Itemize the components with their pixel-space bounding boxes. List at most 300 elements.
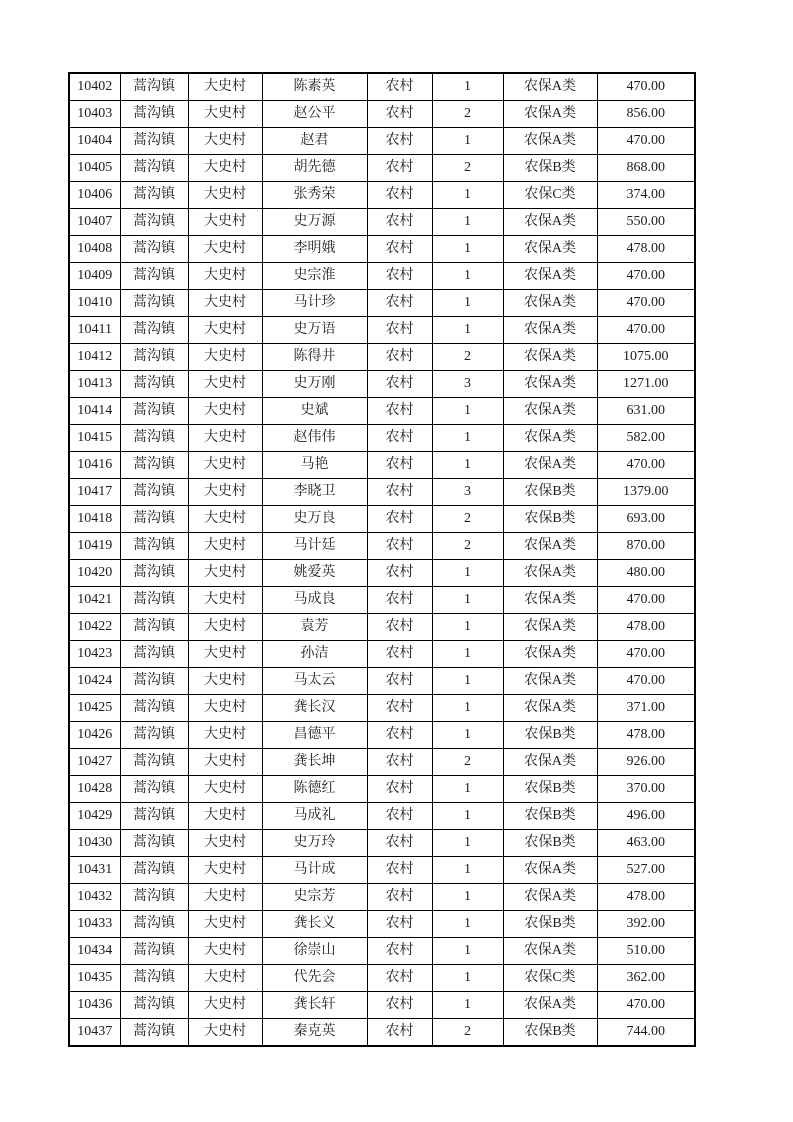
- cell-residence-type: 农村: [367, 479, 432, 506]
- table-row: [69, 695, 695, 722]
- cell-serial-number: 10417: [69, 479, 120, 506]
- cell-person-count: 1: [432, 668, 503, 695]
- cell-person-count: 1: [432, 425, 503, 452]
- cell-village: 大史村: [188, 938, 262, 965]
- cell-amount: 1075.00: [597, 344, 695, 371]
- cell-village: 大史村: [188, 776, 262, 803]
- cell-amount: 470.00: [597, 668, 695, 695]
- table-row: [69, 749, 695, 776]
- cell-village: 大史村: [188, 1019, 262, 1047]
- cell-person-count: 1: [432, 938, 503, 965]
- cell-insurance-category: 农保B类: [503, 1019, 597, 1047]
- cell-residence-type: 农村: [367, 641, 432, 668]
- cell-insurance-category: 农保A类: [503, 533, 597, 560]
- cell-person-count: 1: [432, 128, 503, 155]
- cell-insurance-category: 农保B类: [503, 506, 597, 533]
- table-row: [69, 506, 695, 533]
- cell-town: 蒿沟镇: [120, 830, 188, 857]
- cell-village: 大史村: [188, 73, 262, 101]
- cell-person-count: 1: [432, 236, 503, 263]
- cell-village: 大史村: [188, 317, 262, 344]
- cell-person-name: 孙洁: [262, 641, 367, 668]
- cell-person-name: 赵公平: [262, 101, 367, 128]
- cell-person-count: 1: [432, 857, 503, 884]
- cell-village: 大史村: [188, 533, 262, 560]
- cell-person-count: 1: [432, 317, 503, 344]
- cell-insurance-category: 农保A类: [503, 425, 597, 452]
- cell-serial-number: 10422: [69, 614, 120, 641]
- table-row: [69, 722, 695, 749]
- cell-insurance-category: 农保B类: [503, 911, 597, 938]
- cell-town: 蒿沟镇: [120, 776, 188, 803]
- cell-village: 大史村: [188, 236, 262, 263]
- cell-village: 大史村: [188, 128, 262, 155]
- cell-person-name: 马成良: [262, 587, 367, 614]
- cell-insurance-category: 农保A类: [503, 398, 597, 425]
- cell-amount: 1379.00: [597, 479, 695, 506]
- cell-residence-type: 农村: [367, 965, 432, 992]
- cell-person-count: 1: [432, 884, 503, 911]
- cell-village: 大史村: [188, 668, 262, 695]
- cell-amount: 478.00: [597, 236, 695, 263]
- cell-serial-number: 10407: [69, 209, 120, 236]
- cell-residence-type: 农村: [367, 344, 432, 371]
- cell-person-count: 1: [432, 587, 503, 614]
- cell-town: 蒿沟镇: [120, 236, 188, 263]
- cell-residence-type: 农村: [367, 587, 432, 614]
- cell-serial-number: 10418: [69, 506, 120, 533]
- cell-amount: 510.00: [597, 938, 695, 965]
- cell-insurance-category: 农保A类: [503, 128, 597, 155]
- cell-amount: 1271.00: [597, 371, 695, 398]
- cell-person-count: 1: [432, 722, 503, 749]
- cell-village: 大史村: [188, 803, 262, 830]
- cell-residence-type: 农村: [367, 209, 432, 236]
- cell-serial-number: 10402: [69, 73, 120, 101]
- cell-town: 蒿沟镇: [120, 73, 188, 101]
- cell-town: 蒿沟镇: [120, 101, 188, 128]
- cell-town: 蒿沟镇: [120, 884, 188, 911]
- cell-person-name: 姚爱英: [262, 560, 367, 587]
- table-row: [69, 668, 695, 695]
- cell-residence-type: 农村: [367, 128, 432, 155]
- cell-residence-type: 农村: [367, 614, 432, 641]
- table-row: [69, 128, 695, 155]
- cell-town: 蒿沟镇: [120, 587, 188, 614]
- cell-person-count: 1: [432, 209, 503, 236]
- cell-person-count: 1: [432, 803, 503, 830]
- cell-village: 大史村: [188, 209, 262, 236]
- table-row: [69, 209, 695, 236]
- cell-village: 大史村: [188, 911, 262, 938]
- cell-serial-number: 10428: [69, 776, 120, 803]
- cell-village: 大史村: [188, 884, 262, 911]
- cell-village: 大史村: [188, 695, 262, 722]
- cell-village: 大史村: [188, 182, 262, 209]
- cell-person-name: 李晓卫: [262, 479, 367, 506]
- cell-village: 大史村: [188, 857, 262, 884]
- cell-residence-type: 农村: [367, 290, 432, 317]
- cell-residence-type: 农村: [367, 668, 432, 695]
- cell-person-count: 1: [432, 182, 503, 209]
- cell-person-name: 袁芳: [262, 614, 367, 641]
- cell-person-count: 3: [432, 371, 503, 398]
- cell-insurance-category: 农保A类: [503, 587, 597, 614]
- cell-serial-number: 10423: [69, 641, 120, 668]
- cell-person-name: 马太云: [262, 668, 367, 695]
- cell-person-name: 史万玲: [262, 830, 367, 857]
- cell-person-name: 史斌: [262, 398, 367, 425]
- cell-insurance-category: 农保A类: [503, 668, 597, 695]
- cell-serial-number: 10429: [69, 803, 120, 830]
- cell-insurance-category: 农保A类: [503, 344, 597, 371]
- cell-person-count: 1: [432, 911, 503, 938]
- cell-serial-number: 10408: [69, 236, 120, 263]
- cell-amount: 374.00: [597, 182, 695, 209]
- cell-insurance-category: 农保B类: [503, 155, 597, 182]
- table-row: [69, 1019, 695, 1047]
- cell-town: 蒿沟镇: [120, 560, 188, 587]
- cell-person-name: 赵伟伟: [262, 425, 367, 452]
- cell-town: 蒿沟镇: [120, 506, 188, 533]
- table-row: [69, 263, 695, 290]
- cell-person-count: 1: [432, 614, 503, 641]
- cell-person-name: 胡先德: [262, 155, 367, 182]
- cell-insurance-category: 农保A类: [503, 695, 597, 722]
- cell-town: 蒿沟镇: [120, 641, 188, 668]
- cell-amount: 392.00: [597, 911, 695, 938]
- cell-person-count: 1: [432, 263, 503, 290]
- table-row: [69, 911, 695, 938]
- cell-insurance-category: 农保A类: [503, 290, 597, 317]
- cell-serial-number: 10434: [69, 938, 120, 965]
- cell-person-name: 史万良: [262, 506, 367, 533]
- cell-town: 蒿沟镇: [120, 722, 188, 749]
- cell-town: 蒿沟镇: [120, 155, 188, 182]
- cell-serial-number: 10405: [69, 155, 120, 182]
- cell-amount: 470.00: [597, 452, 695, 479]
- cell-amount: 470.00: [597, 128, 695, 155]
- cell-serial-number: 10411: [69, 317, 120, 344]
- cell-serial-number: 10409: [69, 263, 120, 290]
- table-row: [69, 830, 695, 857]
- cell-amount: 470.00: [597, 317, 695, 344]
- cell-amount: 470.00: [597, 263, 695, 290]
- cell-person-count: 1: [432, 398, 503, 425]
- cell-village: 大史村: [188, 587, 262, 614]
- cell-insurance-category: 农保C类: [503, 182, 597, 209]
- cell-town: 蒿沟镇: [120, 803, 188, 830]
- insurance-records-table: [68, 72, 696, 1047]
- cell-serial-number: 10419: [69, 533, 120, 560]
- cell-person-name: 陈得井: [262, 344, 367, 371]
- cell-residence-type: 农村: [367, 722, 432, 749]
- cell-village: 大史村: [188, 614, 262, 641]
- cell-insurance-category: 农保A类: [503, 73, 597, 101]
- cell-town: 蒿沟镇: [120, 911, 188, 938]
- cell-residence-type: 农村: [367, 506, 432, 533]
- cell-town: 蒿沟镇: [120, 344, 188, 371]
- cell-person-name: 张秀荣: [262, 182, 367, 209]
- cell-town: 蒿沟镇: [120, 290, 188, 317]
- cell-residence-type: 农村: [367, 236, 432, 263]
- cell-insurance-category: 农保B类: [503, 722, 597, 749]
- cell-serial-number: 10416: [69, 452, 120, 479]
- cell-person-name: 龚长坤: [262, 749, 367, 776]
- cell-insurance-category: 农保B类: [503, 776, 597, 803]
- table-row: [69, 614, 695, 641]
- cell-residence-type: 农村: [367, 884, 432, 911]
- table-row: [69, 803, 695, 830]
- cell-amount: 370.00: [597, 776, 695, 803]
- cell-residence-type: 农村: [367, 830, 432, 857]
- cell-serial-number: 10421: [69, 587, 120, 614]
- cell-person-name: 代先会: [262, 965, 367, 992]
- cell-amount: 371.00: [597, 695, 695, 722]
- cell-person-count: 1: [432, 641, 503, 668]
- cell-person-count: 1: [432, 695, 503, 722]
- cell-town: 蒿沟镇: [120, 965, 188, 992]
- cell-serial-number: 10435: [69, 965, 120, 992]
- cell-insurance-category: 农保B类: [503, 830, 597, 857]
- cell-serial-number: 10415: [69, 425, 120, 452]
- cell-serial-number: 10412: [69, 344, 120, 371]
- cell-amount: 582.00: [597, 425, 695, 452]
- cell-person-name: 马计珍: [262, 290, 367, 317]
- cell-amount: 693.00: [597, 506, 695, 533]
- cell-insurance-category: 农保A类: [503, 884, 597, 911]
- cell-person-name: 史万源: [262, 209, 367, 236]
- cell-person-count: 1: [432, 452, 503, 479]
- cell-amount: 744.00: [597, 1019, 695, 1047]
- cell-amount: 870.00: [597, 533, 695, 560]
- table-row: [69, 73, 695, 101]
- cell-residence-type: 农村: [367, 803, 432, 830]
- cell-person-name: 秦克英: [262, 1019, 367, 1047]
- cell-town: 蒿沟镇: [120, 1019, 188, 1047]
- cell-town: 蒿沟镇: [120, 452, 188, 479]
- cell-person-count: 3: [432, 479, 503, 506]
- cell-person-name: 马艳: [262, 452, 367, 479]
- cell-town: 蒿沟镇: [120, 209, 188, 236]
- cell-person-name: 昌德平: [262, 722, 367, 749]
- cell-town: 蒿沟镇: [120, 749, 188, 776]
- cell-insurance-category: 农保A类: [503, 857, 597, 884]
- cell-amount: 856.00: [597, 101, 695, 128]
- cell-village: 大史村: [188, 101, 262, 128]
- cell-town: 蒿沟镇: [120, 371, 188, 398]
- cell-person-name: 徐崇山: [262, 938, 367, 965]
- cell-insurance-category: 农保A类: [503, 938, 597, 965]
- cell-insurance-category: 农保A类: [503, 209, 597, 236]
- cell-town: 蒿沟镇: [120, 614, 188, 641]
- cell-person-name: 李明娥: [262, 236, 367, 263]
- cell-insurance-category: 农保B类: [503, 479, 597, 506]
- cell-town: 蒿沟镇: [120, 479, 188, 506]
- cell-residence-type: 农村: [367, 155, 432, 182]
- cell-serial-number: 10403: [69, 101, 120, 128]
- cell-village: 大史村: [188, 749, 262, 776]
- cell-amount: 463.00: [597, 830, 695, 857]
- cell-village: 大史村: [188, 560, 262, 587]
- cell-person-name: 史宗淮: [262, 263, 367, 290]
- cell-serial-number: 10430: [69, 830, 120, 857]
- table-row: [69, 857, 695, 884]
- cell-residence-type: 农村: [367, 560, 432, 587]
- table-row: [69, 641, 695, 668]
- cell-person-name: 史宗芳: [262, 884, 367, 911]
- table-row: [69, 587, 695, 614]
- cell-town: 蒿沟镇: [120, 182, 188, 209]
- cell-amount: 480.00: [597, 560, 695, 587]
- cell-serial-number: 10410: [69, 290, 120, 317]
- cell-person-name: 史万语: [262, 317, 367, 344]
- cell-person-name: 马成礼: [262, 803, 367, 830]
- cell-residence-type: 农村: [367, 317, 432, 344]
- cell-amount: 470.00: [597, 587, 695, 614]
- cell-village: 大史村: [188, 425, 262, 452]
- cell-serial-number: 10432: [69, 884, 120, 911]
- cell-amount: 868.00: [597, 155, 695, 182]
- cell-village: 大史村: [188, 506, 262, 533]
- cell-person-name: 赵君: [262, 128, 367, 155]
- cell-person-name: 龚长义: [262, 911, 367, 938]
- cell-residence-type: 农村: [367, 101, 432, 128]
- table-row: [69, 533, 695, 560]
- cell-person-count: 2: [432, 1019, 503, 1047]
- cell-village: 大史村: [188, 398, 262, 425]
- cell-serial-number: 10426: [69, 722, 120, 749]
- cell-amount: 478.00: [597, 722, 695, 749]
- cell-amount: 470.00: [597, 290, 695, 317]
- table-row: [69, 884, 695, 911]
- cell-person-count: 1: [432, 830, 503, 857]
- cell-residence-type: 农村: [367, 371, 432, 398]
- cell-person-count: 1: [432, 290, 503, 317]
- cell-serial-number: 10420: [69, 560, 120, 587]
- cell-residence-type: 农村: [367, 533, 432, 560]
- cell-residence-type: 农村: [367, 452, 432, 479]
- table-row: [69, 371, 695, 398]
- cell-residence-type: 农村: [367, 73, 432, 101]
- cell-person-name: 马计廷: [262, 533, 367, 560]
- cell-amount: 478.00: [597, 884, 695, 911]
- cell-person-name: 陈素英: [262, 73, 367, 101]
- cell-serial-number: 10425: [69, 695, 120, 722]
- table-row: [69, 317, 695, 344]
- cell-residence-type: 农村: [367, 911, 432, 938]
- cell-serial-number: 10414: [69, 398, 120, 425]
- table-row: [69, 236, 695, 263]
- cell-serial-number: 10433: [69, 911, 120, 938]
- cell-person-count: 1: [432, 73, 503, 101]
- cell-residence-type: 农村: [367, 182, 432, 209]
- cell-person-name: 龚长轩: [262, 992, 367, 1019]
- cell-village: 大史村: [188, 992, 262, 1019]
- cell-person-count: 2: [432, 749, 503, 776]
- cell-person-count: 1: [432, 560, 503, 587]
- cell-village: 大史村: [188, 452, 262, 479]
- cell-amount: 478.00: [597, 614, 695, 641]
- cell-amount: 362.00: [597, 965, 695, 992]
- cell-serial-number: 10427: [69, 749, 120, 776]
- cell-insurance-category: 农保A类: [503, 371, 597, 398]
- cell-town: 蒿沟镇: [120, 992, 188, 1019]
- cell-residence-type: 农村: [367, 425, 432, 452]
- cell-amount: 926.00: [597, 749, 695, 776]
- table-row: [69, 344, 695, 371]
- cell-town: 蒿沟镇: [120, 695, 188, 722]
- cell-village: 大史村: [188, 344, 262, 371]
- cell-insurance-category: 农保A类: [503, 641, 597, 668]
- cell-person-count: 2: [432, 533, 503, 560]
- cell-insurance-category: 农保A类: [503, 263, 597, 290]
- cell-person-count: 2: [432, 506, 503, 533]
- cell-person-name: 马计成: [262, 857, 367, 884]
- cell-village: 大史村: [188, 641, 262, 668]
- cell-town: 蒿沟镇: [120, 128, 188, 155]
- cell-insurance-category: 农保B类: [503, 803, 597, 830]
- cell-residence-type: 农村: [367, 1019, 432, 1047]
- cell-serial-number: 10406: [69, 182, 120, 209]
- cell-serial-number: 10404: [69, 128, 120, 155]
- table-row: [69, 560, 695, 587]
- cell-village: 大史村: [188, 155, 262, 182]
- cell-person-name: 龚长汉: [262, 695, 367, 722]
- cell-person-name: 陈德红: [262, 776, 367, 803]
- table-row: [69, 965, 695, 992]
- cell-amount: 470.00: [597, 641, 695, 668]
- table-row: [69, 938, 695, 965]
- cell-village: 大史村: [188, 263, 262, 290]
- cell-residence-type: 农村: [367, 398, 432, 425]
- cell-village: 大史村: [188, 479, 262, 506]
- cell-person-count: 2: [432, 155, 503, 182]
- cell-amount: 527.00: [597, 857, 695, 884]
- cell-insurance-category: 农保A类: [503, 560, 597, 587]
- cell-town: 蒿沟镇: [120, 938, 188, 965]
- table-row: [69, 155, 695, 182]
- table-row: [69, 398, 695, 425]
- cell-residence-type: 农村: [367, 857, 432, 884]
- cell-serial-number: 10437: [69, 1019, 120, 1047]
- cell-amount: 496.00: [597, 803, 695, 830]
- cell-insurance-category: 农保C类: [503, 965, 597, 992]
- cell-village: 大史村: [188, 722, 262, 749]
- cell-town: 蒿沟镇: [120, 425, 188, 452]
- cell-person-count: 1: [432, 992, 503, 1019]
- cell-residence-type: 农村: [367, 992, 432, 1019]
- cell-person-name: 史万刚: [262, 371, 367, 398]
- cell-village: 大史村: [188, 371, 262, 398]
- cell-town: 蒿沟镇: [120, 533, 188, 560]
- cell-insurance-category: 农保A类: [503, 236, 597, 263]
- cell-insurance-category: 农保A类: [503, 614, 597, 641]
- table-row: [69, 101, 695, 128]
- table-row: [69, 479, 695, 506]
- cell-insurance-category: 农保A类: [503, 992, 597, 1019]
- cell-residence-type: 农村: [367, 263, 432, 290]
- cell-residence-type: 农村: [367, 749, 432, 776]
- cell-insurance-category: 农保A类: [503, 749, 597, 776]
- cell-amount: 470.00: [597, 73, 695, 101]
- cell-residence-type: 农村: [367, 776, 432, 803]
- cell-serial-number: 10436: [69, 992, 120, 1019]
- cell-village: 大史村: [188, 965, 262, 992]
- cell-residence-type: 农村: [367, 938, 432, 965]
- table-body: [69, 73, 695, 1046]
- cell-town: 蒿沟镇: [120, 263, 188, 290]
